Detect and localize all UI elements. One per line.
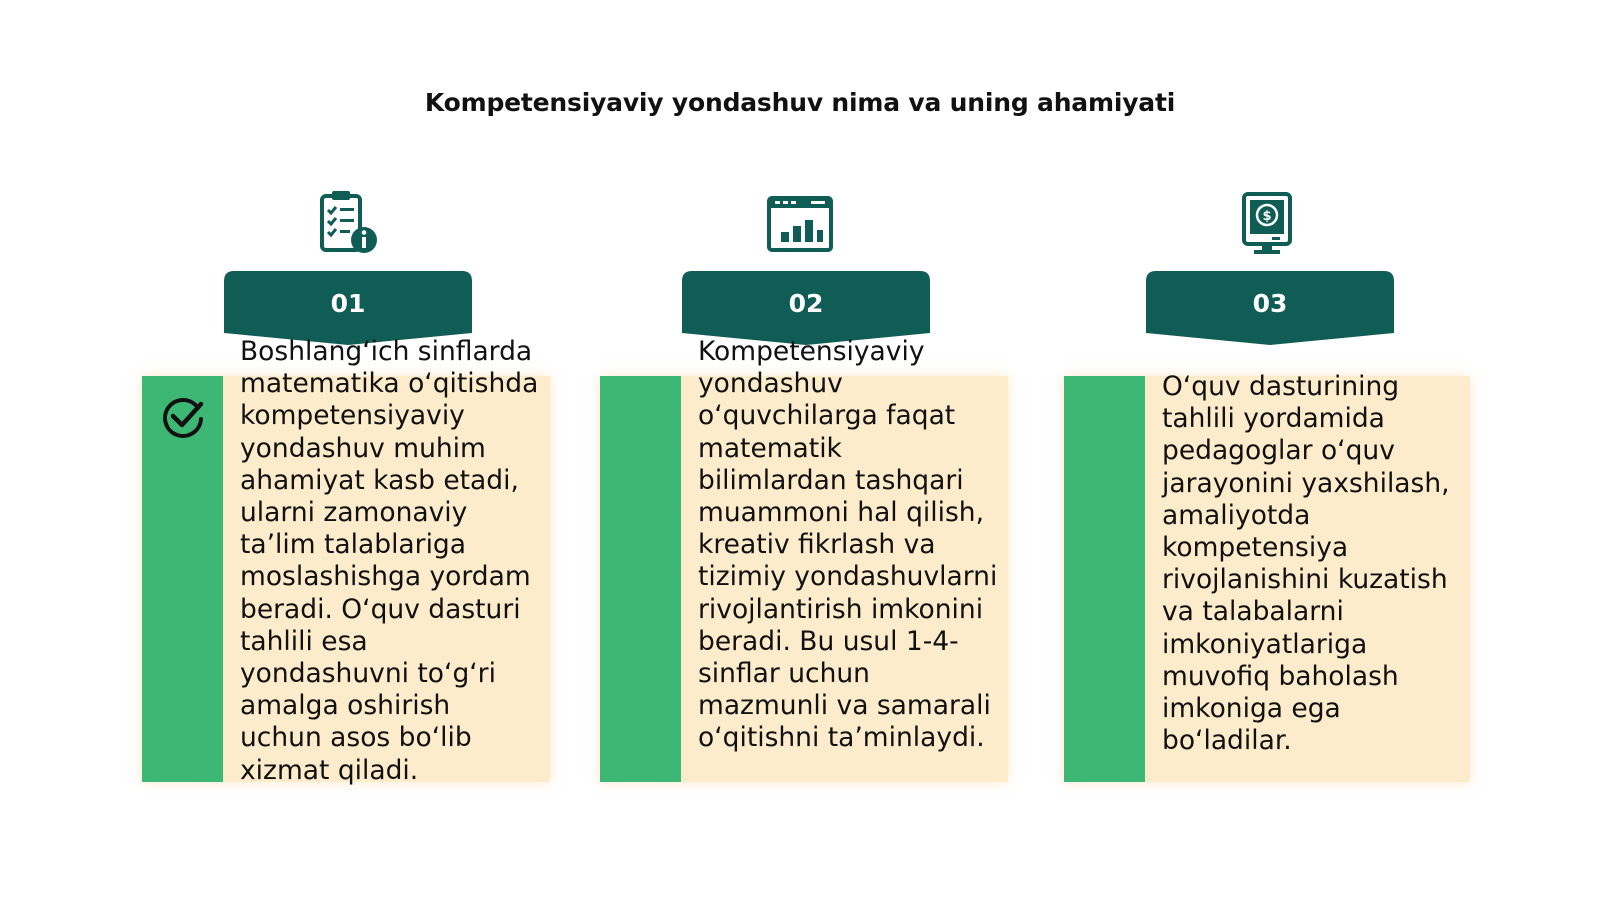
accent-stripe bbox=[600, 376, 681, 782]
column-text: O‘quv dasturining tahlili yordamida pedagoglar o‘quv jarayonini yaxshilash, amaliyotda kompetensiya rivojlanishini kuzatish va talabalarni imkoniyatlariga muvofiq baholash imkoniga ega bo‘ladilar. bbox=[1162, 371, 1450, 757]
step-badge-02 bbox=[682, 271, 930, 345]
column-text: Boshlang‘ich sinflarda matematika o‘qitishda kompetensiyaviy yondashuv muhim ahamiyat kasb etadi, ularni zamonaviy ta’lim talablariga moslashishga yordam beradi. O‘quv dasturi tahlili esa yondashuvni to‘g‘ri amalga oshirish uchun asos bo‘lib xizmat qiladi. bbox=[240, 336, 539, 786]
slide-title: Kompetensiyaviy yondashuv nima va uning ahamiyati bbox=[424, 88, 1176, 117]
clipboard-info-icon bbox=[312, 188, 382, 258]
monitor-dollar-icon bbox=[1232, 188, 1302, 258]
browser-chart-icon bbox=[765, 188, 835, 258]
step-badge-01 bbox=[224, 271, 472, 345]
step-number: 03 bbox=[1252, 289, 1288, 318]
step-badge-03 bbox=[1146, 271, 1394, 345]
svg-text:$: $ bbox=[1262, 209, 1272, 224]
step-number: 01 bbox=[330, 289, 366, 318]
accent-stripe bbox=[1064, 376, 1145, 782]
check-circle-icon bbox=[160, 394, 206, 440]
step-number: 02 bbox=[788, 289, 824, 318]
column-text: Kompetensiyaviy yondashuv o‘quvchilarga faqat matematik bilimlardan tashqari muammoni hal qilish, kreativ fikrlash va tizimiy yondashuvlarni rivojlantirish imkonini beradi. Bu usul 1-4-sinflar uchun mazmunli va samarali o‘qitishni ta’minlaydi. bbox=[698, 336, 998, 754]
